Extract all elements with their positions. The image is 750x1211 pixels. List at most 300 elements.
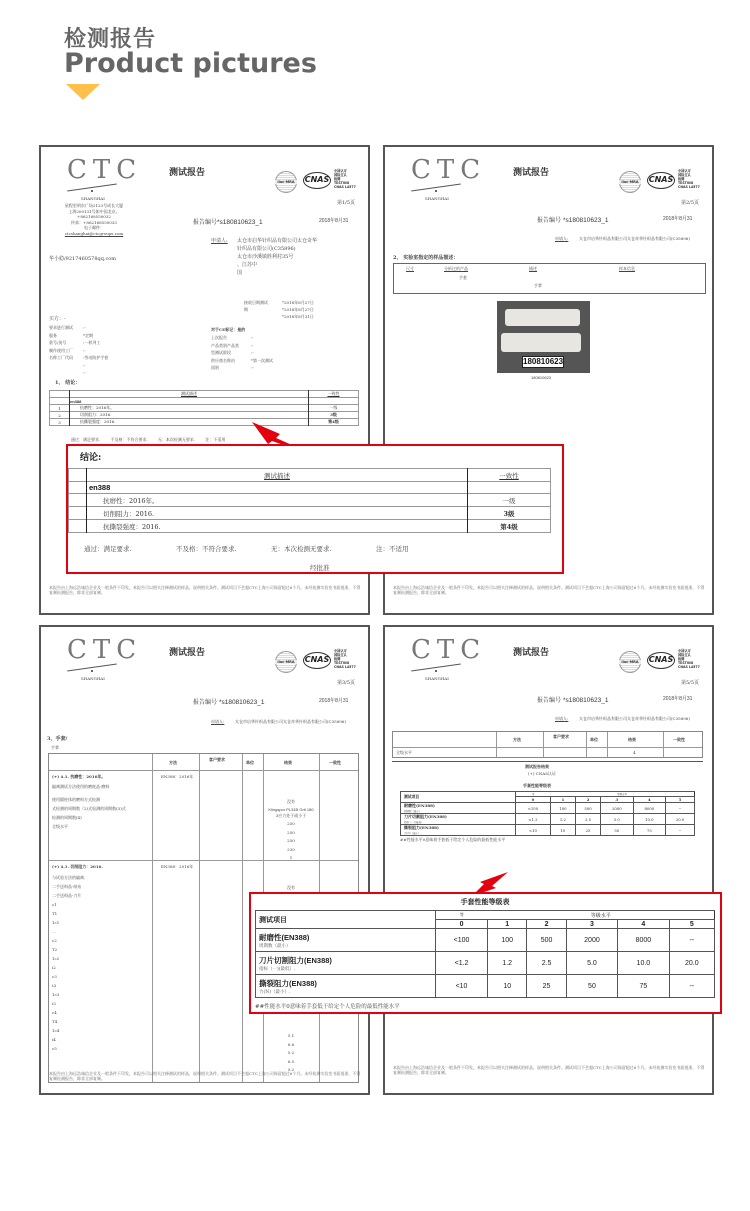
col-customer-req: 客户要求 [553,734,569,739]
address-line: +862168550032 [77,214,111,219]
cnas-line: CNAS L4577 [334,185,356,189]
footer-note: 本报告由上海远浩诚信企业及一般条件下印发。本报告可以相关注释测试的样品，说明相关条件。测试项目不会超CTC上海公司保留超过6个月。未经检测实验室书面批准，不得复制检测报告，除非全部复制。 [49,585,361,595]
ctc-logo: CTC [67,635,143,665]
field-value: :- [83,347,86,353]
right-fields [211,334,273,372]
left-fields [49,324,108,377]
grade-value: 100 [550,803,575,814]
col-desc: 测试描述 [264,471,290,480]
result-line: Klingspor PL31B Grit 180 [268,806,314,812]
grade-row-label [401,814,516,825]
test-item-name: 耐磨性(EN388) [259,932,310,942]
legend-none: 无：本次检测无要求. [271,545,332,553]
cnas-line: 检测 [678,657,685,661]
buyer-label: 买方：- [49,316,66,322]
col-product: 分析过的产品 [444,266,468,271]
logo-sub: SHANGHAI [81,196,105,201]
test-item-name: 刀片切割阻力(EN388) [259,955,332,965]
address-line: 上海200131号如中国北京。 [68,208,120,214]
grade-value: 5.0 [566,952,617,975]
grade-value: -- [669,929,714,952]
test-line: 与试验方法的偏离. [52,875,86,880]
test-line: T1 [52,911,58,916]
test-line: T4 [52,1019,58,1024]
level-header: 4 [633,797,666,803]
test-line: c3 [52,974,57,979]
conclusion-highlight [66,444,564,574]
grade-value: 20.0 [669,952,714,975]
cnas-line: 检测 [334,177,341,181]
col-result: 结果 [284,760,292,765]
report-number-value: *s180810623_1 [562,217,609,224]
date-value: *2018年8月27日 [282,307,314,312]
grade-value: 8000 [633,803,666,814]
row-no: 1 [50,405,70,412]
test-item-name: 刀片切割阻力(EN388) [404,814,447,819]
row-desc: 抗磨性：2016年。 [103,496,159,505]
sample-photo [497,301,590,373]
row-no: 3 [50,419,70,426]
row-result: 4 [633,750,636,755]
cnas-line: 国际互认 [334,653,347,657]
report-number-label: 报告编号 [193,699,218,706]
test-line: 1c2 [52,956,60,961]
grade-value: 500 [527,929,566,952]
logo-dot-icon [435,670,437,672]
sample-tag: 180810623 [523,357,564,366]
page-number: 第5/5页 [681,680,700,686]
ilac-mra-logo [619,171,641,193]
test-item-name: 撕裂阻力(EN388) [259,978,317,988]
report-number-value: *s180810623_1 [217,219,263,226]
row-result: 3级 [468,507,551,520]
ilac-text: ilac-MRA [619,180,641,184]
report-number [537,695,608,704]
report-number-label: 报告编号 [537,697,562,704]
level-header: 1 [550,797,575,803]
logo-dot-icon [435,190,437,192]
field-value: :- [251,342,254,348]
result-line: 6.6 [287,1041,295,1047]
result-line: 5.1 [287,1033,295,1038]
field-key: 产品类别产品类 [211,342,239,348]
report-title: 测试报告 [169,168,206,178]
glove-sleeve-image [505,309,580,326]
test-item-unit: 力(N)（最小）. [259,989,291,995]
grade-value: 1.2 [550,814,575,825]
result-line: 没有 [287,799,295,804]
grade-row-label [256,929,436,952]
footer-note: 本报告由上海远浩诚信企业及一般条件下印发。本报告可以相关注释测试的样品，说明相关条件。测试项目不会超CTC上海公司保留超过6个月。未经检测实验室书面批准，不得复制检测报告，除非全部复制。 [393,585,705,595]
row-desc: 抗撕裂强度：2016. [103,522,161,531]
footer-note: 本报告由上海远浩诚信企业及一般条件下印发。本报告可以相关注释测试的样品，说明相关条件。测试项目不会超CTC上海公司保留超过6个月。未经检测实验室书面批准，不得复制检测报告，除非全部复制。 [49,1071,361,1081]
report-date: 2018年8月31 [319,218,349,224]
test-item-unit: 指标（一)(最低）. [404,821,425,824]
cnas-line: TESTING [334,661,350,665]
field-key: 名称工厂代码 [49,355,73,360]
test-block-title: (+) 4.1. 抗磨性：2016年。 [52,774,106,779]
conclusion-heading: 1、 结论： [55,380,81,386]
logo-sub: SHANGHAI [81,676,105,681]
mini-grade-title: 手套性能等级表 [523,783,551,788]
row-no: 2 [50,412,70,419]
date-label: 接收日期测试 [244,300,268,305]
cnas-line: TESTING [678,661,694,665]
result-line: 230 [287,846,295,852]
level-header: 1 [488,920,527,929]
col-conformity: 一致性 [309,391,359,398]
date-value: *2018年8月31日 [282,314,314,319]
test-line: i2 [52,965,56,970]
field-value: :劳动防护手套 [83,355,109,360]
report-number [193,697,264,706]
level-header: 4 [618,920,669,929]
date-label: 期 [244,307,248,312]
test-item-unit: 力(N)（最小）. [404,832,422,835]
row-result: 第4级 [468,520,551,533]
level-header: 0 [436,920,488,929]
grade-value: <100 [516,803,551,814]
level-header: 3 [566,920,617,929]
test-line: c1 [52,902,57,907]
col-test-item: 测试项目 [256,911,436,929]
test-line: T2 [52,947,58,952]
col-customer-req: 客户要求 [209,757,225,762]
product-value: 手套 [459,275,467,280]
grade-row-label [401,803,516,814]
test-line: 使用圆柱体的磨料方式检测 [52,797,100,802]
level-header: 2 [527,920,566,929]
cnas-line: 检测 [678,177,685,181]
field-key: 款号/货号 [49,340,67,345]
grade-table-note: ##性能水平0意味着手套低于给定个人危险的最低性能水平 [255,1004,400,1010]
cnas-line: TESTING [334,181,350,185]
grade-value: <1.2 [436,952,488,975]
row-result: 3级 [309,412,359,419]
report-page-4 [383,625,714,1095]
legend-na: 注：不适用 [376,545,409,553]
result-sub: (+) CNAS认证 [528,771,556,776]
grade-value: 50 [566,975,617,998]
col-unit: 单位 [246,760,254,765]
report-number [193,217,263,226]
cnas-line: 国际互认 [678,653,691,657]
ctc-logo: CTC [67,155,143,185]
mini-grade-note: ##性能水平0意味着手套低于给定个人危险的最低性能水平 [400,837,506,842]
ce-mark-title: 对于CE标记：是的 [211,327,246,332]
result-line: 5.2 [287,1050,295,1055]
field-key: 国别 [211,365,219,370]
grade-value: -- [666,803,695,814]
result-line: 没有 [287,885,295,890]
row-result: 一级 [309,405,359,412]
cnas-line: CNAS L4577 [678,185,700,189]
date-value: *2018年8月27日 [282,300,314,305]
address-line: 电子邮件： [84,225,104,230]
col-group-left: 等 [516,792,551,797]
applicant-address [237,237,317,277]
mini-grade-table [400,791,695,836]
grade-value: 10.0 [618,952,669,975]
result-line: 1 [289,855,293,860]
ctc-logo: CTC [411,635,487,665]
col-group: 等级水平 [550,792,694,797]
col-unit: 单位 [590,737,598,742]
approved-label: 经批准 [310,564,330,572]
sample-table [393,263,706,294]
applicant-line: 太仓市启华针织品有限公司太仓奇华 [237,238,318,244]
report-title: 测试报告 [169,648,206,658]
grade-value: 75 [633,825,666,836]
col-conformity: 一致性 [468,469,551,482]
grade-value: 500 [575,803,600,814]
field-key: 供应商名称由 [211,357,235,363]
level-header: 2 [575,797,600,803]
grade-value: 25 [527,975,566,998]
grade-value: 5.0 [601,814,634,825]
cnas-accreditation [678,649,700,669]
address-line: 传真：+862168550033 [71,219,117,225]
col-result: 结果 [628,737,636,742]
legend-fail: 不及格：不符合要求. [110,437,148,442]
section-heading: 2、 实验室指定的样品描述： [393,255,459,261]
report-number-label: 报告编号 [537,217,562,224]
grade-value: 2.5 [575,814,600,825]
test-results [263,798,319,863]
test-line: ... [52,929,56,934]
test-item-unit: 周期数（最小） [404,810,422,813]
test-method: EN388：2016年 [161,774,194,779]
grade-value: 25 [575,825,600,836]
cnas-line: 检测 [334,657,341,661]
test-line: 检测的周期数(4) [52,815,82,820]
applicant-label: 申请人: [211,238,228,244]
col-size: 尺寸 [406,266,414,271]
logo-sub: SHANGHAI [425,676,449,681]
grade-value: 1.2 [488,952,527,975]
glove-sleeve-image [501,333,581,352]
cnas-accreditation [678,169,700,189]
logo-dot-icon [91,670,93,672]
test-line: 二手送料品-刀片 [52,893,82,898]
col-desc: 测试描述 [181,391,197,396]
applicant: 太仓市启华针织品有限公司太仓奇华针织品有限公司(C35896) [579,236,690,241]
applicant: 太仓市启华针织品有限公司太仓奇华针织品有限公司(C35896) [235,719,346,724]
grade-value: 8000 [618,929,669,952]
grade-value: 20.0 [666,814,695,825]
conclusion-table [68,468,551,533]
field-key: 要求进行测试 [49,325,73,330]
applicant-label: 申请人: [555,716,569,721]
test-item-unit: 指标（一)(最低）. [259,966,296,972]
grade-value: 2000 [601,803,634,814]
grade-value: -- [669,975,714,998]
test-line: c2 [52,938,57,943]
grade-value: -- [666,825,695,836]
grade-value: <1.2 [516,814,551,825]
test-method: EN388：2016年 [161,864,194,869]
grade-table-title: 手套性能等级表 [460,897,510,906]
test-line: 1c4 [52,1028,60,1033]
grade-value: 2000 [566,929,617,952]
cnas-logo: CNAS [303,172,331,189]
field-value: :一样列工 [83,340,101,345]
applicant-label: 申请人: [211,719,225,724]
row-desc: 抗撕裂强度：2016. [80,419,116,424]
mini-legend [71,437,225,443]
level-summary-table [392,731,703,758]
section-title-en: Product pictures [64,48,317,79]
grade-value: 10 [488,975,527,998]
grade-value: 50 [601,825,634,836]
field-value: :- [83,362,86,368]
legend-na: 注：不适用 [205,437,226,442]
field-key: 服务 [49,332,57,338]
test-line: 1c1 [52,920,60,925]
logo-dot-icon [91,190,93,192]
photo-caption: 180810623 [531,375,552,380]
section-sub: 手掌 [51,745,59,750]
result-line: 5.2 [287,1067,295,1072]
field-key: 上次报告 [211,335,227,340]
row-label: 全级水平 [396,750,412,755]
test-line: t3 [52,983,57,988]
col-desc: 描述 [529,266,537,271]
cnas-line: 中国认可 [334,649,347,653]
field-value: :- [251,350,254,355]
logo-sub: SHANGHAI [425,196,449,201]
grade-value: 2.5 [527,952,566,975]
legend-pass: 通过：满足要求. [84,545,132,553]
col-method: 方法 [513,737,521,742]
level-header: 0 [516,797,551,803]
legend-fail: 不及格：不符合要求. [176,545,237,553]
test-results [263,1032,319,1075]
test-item-name: 耐磨性(EN388) [404,803,435,808]
result-title: 测试报告结果 [525,764,549,769]
cnas-accreditation [334,649,356,669]
col-group-left: 等 [436,911,488,920]
cnas-line: 国际互认 [334,173,347,177]
ilac-text: ilac-MRA [275,180,297,184]
grade-value: 75 [618,975,669,998]
report-number-value: *s180810623_1 [562,697,609,704]
grade-table-highlight [249,892,722,1014]
ctc-logo: CTC [411,155,487,185]
grade-value: <10 [436,975,488,998]
cnas-line: CNAS L4577 [678,665,700,669]
address-line: 星程里明东广场2123号成长大厦 [64,203,124,208]
test-line: 全级水平 [52,824,68,829]
report-date: 2018年8月31 [663,696,693,702]
cnas-logo: CNAS [303,652,331,669]
conclusion-title: 结论: [80,453,102,463]
test-line: i3 [52,1001,56,1006]
desc-value: 手掌 [534,283,542,288]
report-number [537,215,608,224]
level-header: 5 [669,920,714,929]
test-line: i4 [52,1037,56,1042]
standard: en388 [70,398,82,404]
applicant-label: 申请人: [555,236,569,241]
cnas-line: 中国认可 [334,169,347,173]
field-value: *第一次测试 [251,357,273,363]
grade-value: 10 [550,825,575,836]
field-value: :- [251,335,254,340]
grade-row-label [401,825,516,836]
cnas-line: 中国认可 [678,649,691,653]
level-header: 3 [601,797,634,803]
standard: en388 [89,483,111,492]
report-title: 测试报告 [513,168,550,178]
contact-email: 华小稳/9217460578qq.com [49,256,117,262]
field-key: 型测试阶段 [211,350,231,355]
row-desc: 切削阻力：2016. [80,412,112,417]
field-value: :- [83,325,86,330]
footer-note: 本报告由上海远浩诚信企业及一般条件下印发。本报告可以相关注释测试的样品，说明相关条件。测试项目不会超CTC上海公司保留超过6个月。未经检测实验室书面批准，不得复制检测报告，除非全部复制。 [393,1065,705,1075]
result-line: 250 [287,821,295,826]
test-block-lines [52,873,85,1053]
result-line: 250 [287,829,295,835]
legend-pass: 通过：满足要求. [71,437,101,442]
result-line: 6.5 [287,1058,295,1064]
page-number: 第3/5页 [337,680,356,686]
result-line: 3应力处于或小于 [275,812,307,818]
row-desc: 抗磨性：2016年。 [80,405,115,410]
cnas-line: 国际互认 [678,173,691,177]
test-item-unit: 周期数（最小） [259,943,291,949]
grade-table [255,910,715,998]
test-block-lines [52,782,126,831]
col-conformity: 一致性 [329,760,341,765]
cnas-line: 中国认可 [678,169,691,173]
ilac-mra-logo [275,651,297,673]
page-number: 第2/5页 [681,200,700,206]
result-line: 250 [287,838,295,843]
row-result: 第4级 [309,419,359,426]
test-line: c4 [52,1010,57,1015]
cnas-line: CNAS L4577 [334,665,356,669]
test-line: 偏离测试方法使用的磨耗品-磨料 [52,784,110,789]
grade-value: 100 [488,929,527,952]
section-heading: 3、手套/ [47,736,68,742]
report-number-label: 报告编号 [193,219,218,226]
field-value: :- [251,365,254,370]
ilac-mra-logo [275,171,297,193]
report-date: 2018年8月31 [319,698,349,704]
report-number-value: *s180810623_1 [218,699,265,706]
report-page-3 [39,625,370,1095]
report-title: 测试报告 [513,648,550,658]
col-test-item: 测试项目 [401,792,516,803]
test-block-title: (+) 4.1. 切削阻力：2016. [52,864,103,869]
grade-row-label [256,975,436,998]
cnas-logo: CNAS [647,652,675,669]
grade-value: <10 [516,825,551,836]
address-line: ctcshanghai@ctcgroups.com [64,230,124,236]
applicant-line: 太仓市沙溪镇胜利村35号 [237,254,294,260]
mini-conclusion-table [49,390,359,426]
col-sample-info: 样本信息 [619,266,635,271]
col-group: 等级水平 [488,911,715,920]
col-method: 方法 [169,760,177,765]
row-desc: 切削阻力：2016. [103,509,155,518]
report-date: 2018年8月31 [663,216,693,222]
applicant-line: 国 [237,270,243,276]
cnas-logo: CNAS [647,172,675,189]
test-line: 二手送料品-纸布 [52,884,82,889]
ilac-mra-logo [619,651,641,673]
